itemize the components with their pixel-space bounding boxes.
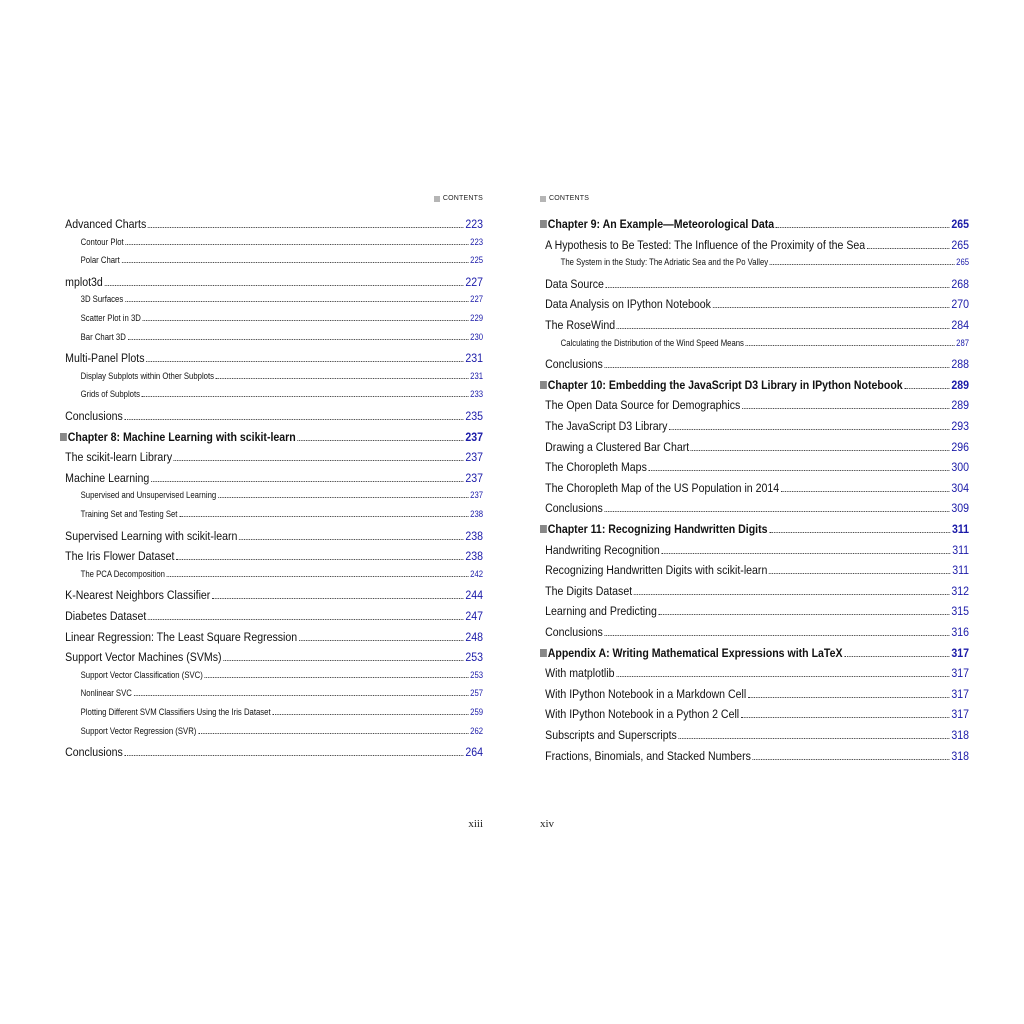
toc-page-number: 311 — [952, 522, 970, 536]
toc-page-number: 312 — [951, 583, 970, 598]
toc-entry-title: Supervised and Unsupervised Learning — [80, 490, 217, 501]
toc-entry-title: The Open Data Source for Demographics — [545, 398, 741, 413]
toc-section-entry[interactable] — [540, 297, 969, 311]
toc-subsection-entry[interactable] — [60, 237, 483, 247]
dot-leader — [741, 709, 950, 719]
toc-page-number: 237 — [465, 429, 484, 444]
toc-page-number: 317 — [951, 666, 970, 681]
toc-section-entry[interactable] — [540, 357, 969, 371]
toc-section-entry[interactable] — [60, 529, 483, 543]
toc-section-entry[interactable] — [540, 440, 969, 454]
toc-entry-title: Supervised Learning with scikit-learn — [65, 528, 238, 543]
toc-subsection-entry[interactable] — [60, 569, 483, 579]
toc-page-number: 262 — [470, 725, 484, 736]
dot-leader — [753, 750, 950, 760]
toc-page-number: 289 — [951, 398, 970, 413]
chapter-square-icon — [60, 433, 67, 441]
toc-entry-title: Advanced Charts — [65, 217, 147, 231]
dot-leader — [904, 379, 949, 389]
toc-page-number: 311 — [952, 563, 970, 578]
toc-entry-title: Multi-Panel Plots — [65, 351, 145, 366]
toc-entry-title: A Hypothesis to Be Tested: The Influence of the Proximity of the Sea — [545, 237, 866, 252]
dot-leader — [605, 503, 950, 513]
toc-subsection-entry[interactable] — [60, 255, 483, 265]
toc-page-number: 317 — [951, 645, 970, 660]
dot-leader — [769, 523, 950, 533]
dot-leader — [299, 631, 464, 641]
dot-leader — [616, 668, 949, 678]
toc-entry-title: Support Vector Machines (SVMs) — [65, 650, 222, 665]
toc-section-entry[interactable] — [540, 687, 969, 701]
dot-leader — [148, 218, 464, 228]
toc-entry-title: The Iris Flower Dataset — [65, 549, 175, 564]
toc-page-number: 289 — [951, 377, 970, 392]
toc-entry-title: Calculating the Distribution of the Wind Speed Means — [560, 337, 744, 348]
toc-section-entry[interactable] — [60, 609, 483, 623]
toc-entry-title: Training Set and Testing Set — [80, 509, 178, 519]
toc-subsection-entry[interactable] — [540, 338, 969, 348]
toc-subsection-entry[interactable] — [60, 707, 483, 717]
toc-chapter-entry[interactable] — [540, 522, 969, 536]
toc-entry-title: Conclusions — [65, 745, 123, 760]
toc-entry-title: Learning and Predicting — [545, 604, 657, 619]
square-bullet-icon — [540, 196, 546, 202]
toc-page-number: 238 — [470, 509, 484, 519]
toc-entry-title: The Digits Dataset — [545, 583, 633, 598]
toc-chapter-entry[interactable] — [540, 646, 969, 660]
toc-section-entry[interactable] — [540, 238, 969, 252]
dot-leader — [105, 276, 464, 286]
toc-page-number: 237 — [465, 450, 484, 465]
chapter-square-icon — [540, 525, 547, 533]
dot-leader — [781, 482, 950, 492]
dot-leader — [125, 747, 464, 757]
toc-page-number: 264 — [465, 745, 484, 760]
toc-entry-title: With IPython Notebook in a Python 2 Cell — [545, 707, 740, 722]
toc-page-number: 225 — [470, 255, 484, 266]
toc-page-number: 237 — [470, 490, 484, 501]
toc-section-entry[interactable] — [540, 563, 969, 577]
toc-entry-title: Linear Regression: The Least Square Regression — [65, 629, 298, 644]
toc-section-entry[interactable] — [60, 409, 483, 423]
toc-entry-title: Nonlinear SVC — [80, 688, 132, 699]
toc-page-number: 284 — [951, 318, 970, 332]
toc-page-number: 315 — [951, 604, 970, 619]
toc-subsection-entry[interactable] — [60, 688, 483, 698]
dot-leader — [205, 671, 469, 678]
toc-entry-title: The Choropleth Maps — [545, 460, 647, 475]
toc-section-entry[interactable] — [540, 481, 969, 495]
toc-subsection-entry[interactable] — [60, 509, 483, 519]
toc-page-number: 316 — [951, 625, 970, 639]
dot-leader — [691, 441, 950, 451]
dot-leader — [146, 353, 463, 363]
toc-page-number: 253 — [465, 650, 484, 665]
dot-leader — [125, 237, 468, 244]
toc-subsection-entry[interactable] — [60, 389, 483, 399]
dot-leader — [679, 729, 950, 739]
toc-entry-title: Support Vector Regression (SVR) — [80, 725, 197, 736]
toc-page-number: 223 — [470, 236, 484, 247]
toc-section-entry[interactable] — [60, 450, 483, 464]
toc-section-entry[interactable] — [540, 460, 969, 474]
toc-entry-title: Scatter Plot in 3D — [80, 313, 141, 323]
toc-page-number: 311 — [952, 542, 970, 557]
dot-leader — [151, 472, 464, 482]
toc-subsection-entry[interactable] — [540, 257, 969, 267]
dot-leader — [746, 338, 955, 345]
toc-entry-title: Polar Chart — [80, 255, 120, 266]
square-bullet-icon — [434, 196, 440, 202]
toc-page-number: 231 — [470, 370, 484, 381]
dot-leader — [148, 610, 464, 620]
toc-entry-title: Subscripts and Superscripts — [545, 728, 677, 742]
toc-section-entry[interactable] — [60, 351, 483, 365]
toc-page-number: 227 — [470, 294, 484, 305]
toc-entry-title: Chapter 8: Machine Learning with scikit-learn — [67, 429, 296, 444]
dot-leader — [634, 585, 950, 595]
toc-page-number: 265 — [951, 237, 970, 252]
toc-section-entry[interactable] — [540, 728, 969, 742]
dot-leader — [742, 400, 950, 410]
chapter-square-icon — [540, 220, 547, 228]
dot-leader — [776, 218, 950, 228]
dot-leader — [174, 452, 464, 462]
toc-page-number: 231 — [465, 351, 484, 366]
dot-leader — [198, 726, 468, 733]
toc-page-number: 242 — [470, 568, 484, 579]
dot-leader — [606, 278, 950, 288]
toc-page-number: 317 — [951, 686, 970, 701]
running-head — [434, 195, 483, 202]
toc-entry-title: With IPython Notebook in a Markdown Cell — [545, 686, 747, 701]
dot-leader — [605, 359, 950, 369]
toc-page-number: 300 — [951, 460, 970, 475]
toc-page-number: 227 — [465, 274, 484, 289]
toc-entry-title: Diabetes Dataset — [65, 609, 147, 623]
toc-page-number: 296 — [951, 439, 970, 454]
dot-leader — [272, 708, 468, 715]
toc-entry-title: Handwriting Recognition — [545, 542, 660, 557]
toc-page-number: 270 — [951, 297, 970, 312]
toc-entry-title: Display Subplots within Other Subplots — [80, 370, 215, 381]
toc-entry-title: Recognizing Handwritten Digits with scikit-learn — [545, 563, 768, 578]
dot-leader — [669, 420, 950, 430]
toc-page-number: 318 — [951, 748, 970, 763]
toc-entry-title: Support Vector Classification (SVC) — [80, 669, 203, 680]
running-head — [540, 195, 589, 202]
toc-section-entry[interactable] — [540, 707, 969, 721]
toc-entry-title: K-Nearest Neighbors Classifier — [65, 588, 211, 603]
toc-subsection-entry[interactable] — [60, 313, 483, 323]
toc-entry-title: The System in the Study: The Adriatic Sea and the Po Valley — [560, 257, 769, 268]
dot-leader — [142, 390, 469, 397]
toc-chapter-entry[interactable] — [60, 430, 483, 444]
dot-leader — [659, 606, 950, 616]
toc-section-entry[interactable] — [540, 666, 969, 680]
toc-entry-title: Plotting Different SVM Classifiers Using the Iris Dataset — [80, 707, 271, 717]
toc-entry-title: Appendix A: Writing Mathematical Expressions with LaTeX — [547, 645, 843, 660]
toc-entry-title: Drawing a Clustered Bar Chart — [545, 439, 690, 454]
chapter-square-icon — [540, 381, 547, 389]
dot-leader — [125, 410, 464, 420]
page-number: xiv — [540, 818, 555, 830]
toc-entry-title: Machine Learning — [65, 470, 150, 485]
toc-subsection-entry[interactable] — [60, 670, 483, 680]
dot-leader — [844, 647, 949, 657]
toc-section-entry[interactable] — [60, 588, 483, 602]
toc-subsection-entry[interactable] — [60, 490, 483, 500]
toc-page-number: 287 — [956, 337, 970, 348]
toc-page-number: 265 — [956, 257, 970, 268]
dot-leader — [713, 299, 950, 309]
toc-section-entry[interactable] — [540, 318, 969, 332]
dot-leader — [167, 570, 469, 577]
toc-section-entry[interactable] — [540, 749, 969, 763]
toc-entry-title: Grids of Subplots — [80, 389, 141, 400]
toc-page-number: 238 — [465, 528, 484, 543]
toc-page-number: 259 — [470, 707, 484, 717]
running-head-label: CONTENTS — [549, 195, 590, 202]
dot-leader — [223, 652, 463, 662]
toc-page-number: 223 — [465, 217, 484, 231]
toc-entry-title: Conclusions — [65, 409, 123, 423]
toc-section-entry[interactable] — [540, 501, 969, 515]
toc-section-entry[interactable] — [540, 584, 969, 598]
toc-page-number: 244 — [465, 588, 484, 603]
right-page — [540, 0, 969, 1024]
toc-entry-title: Conclusions — [545, 501, 603, 516]
toc-page-number: 235 — [465, 409, 484, 423]
toc-entry-title: Data Source — [545, 276, 604, 291]
dot-leader — [128, 332, 469, 339]
toc-section-entry[interactable] — [60, 630, 483, 644]
toc-page-number: 238 — [465, 549, 484, 564]
toc-section-entry[interactable] — [60, 745, 483, 759]
toc-section-entry[interactable] — [540, 543, 969, 557]
dot-leader — [216, 372, 469, 379]
toc-entry-title: With matplotlib — [545, 666, 615, 681]
toc-subsection-entry[interactable] — [60, 726, 483, 736]
dot-leader — [179, 510, 468, 517]
page-number: xiii — [468, 818, 483, 830]
chapter-square-icon — [540, 649, 547, 657]
dot-leader — [867, 239, 950, 249]
toc-entry-title: Chapter 9: An Example—Meteorological Data — [547, 217, 775, 231]
toc-section-entry[interactable] — [60, 275, 483, 289]
dot-leader — [143, 314, 469, 321]
toc-subsection-entry[interactable] — [60, 332, 483, 342]
dot-leader — [125, 295, 468, 302]
toc-page-number: 304 — [951, 480, 970, 495]
dot-leader — [605, 626, 950, 636]
toc-section-entry[interactable] — [60, 549, 483, 563]
toc-entry-title: Data Analysis on IPython Notebook — [545, 297, 711, 312]
toc-section-entry[interactable] — [60, 471, 483, 485]
toc-entry-title: The scikit-learn Library — [65, 450, 173, 465]
toc-chapter-entry[interactable] — [540, 378, 969, 392]
toc-page-number: 309 — [951, 501, 970, 516]
toc-entry-title: Chapter 10: Embedding the JavaScript D3 Library in IPython Notebook — [547, 377, 903, 392]
dot-leader — [770, 258, 955, 265]
toc-subsection-entry[interactable] — [60, 294, 483, 304]
dot-leader — [218, 491, 469, 498]
dot-leader — [297, 431, 463, 441]
toc-page-number: 257 — [470, 688, 484, 699]
dot-leader — [239, 530, 464, 540]
toc-page-number: 265 — [951, 217, 970, 231]
toc-page-number: 248 — [465, 629, 484, 644]
dot-leader — [122, 256, 469, 263]
toc-page-number: 317 — [951, 707, 970, 722]
toc-entry-title: Contour Plot — [80, 236, 124, 247]
toc-page-number: 233 — [470, 389, 484, 400]
dot-leader — [649, 462, 950, 472]
toc-section-entry[interactable] — [540, 625, 969, 639]
toc-entry-title: 3D Surfaces — [80, 294, 124, 305]
toc-section-entry[interactable] — [60, 217, 483, 231]
toc-section-entry[interactable] — [540, 277, 969, 291]
toc-entry-title: mplot3d — [65, 274, 103, 289]
toc-subsection-entry[interactable] — [60, 371, 483, 381]
toc-page-number: 229 — [470, 313, 484, 323]
toc-page-number: 268 — [951, 276, 970, 291]
toc-section-entry[interactable] — [540, 398, 969, 412]
toc-section-entry[interactable] — [60, 650, 483, 664]
dot-leader — [662, 544, 951, 554]
toc-entry-title: The JavaScript D3 Library — [545, 419, 668, 433]
dot-leader — [134, 689, 469, 696]
toc-entry-title: Bar Chart 3D — [80, 331, 126, 342]
dot-leader — [212, 590, 464, 600]
toc-section-entry[interactable] — [540, 604, 969, 618]
dot-leader — [748, 688, 950, 698]
toc-chapter-entry[interactable] — [540, 217, 969, 231]
toc-page-number: 293 — [951, 419, 970, 433]
toc-page-number: 237 — [465, 470, 484, 485]
left-page — [60, 0, 483, 1024]
toc-entry-title: The Choropleth Map of the US Population in 2014 — [545, 480, 780, 495]
toc-page-number: 253 — [470, 669, 484, 680]
toc-page-number: 288 — [951, 357, 970, 372]
running-head-label: CONTENTS — [442, 195, 483, 202]
toc-page-number: 318 — [951, 728, 970, 742]
dot-leader — [617, 319, 950, 329]
toc-entry-title: Conclusions — [545, 357, 603, 372]
toc-entry-title: The RoseWind — [545, 318, 616, 332]
toc-page-number: 247 — [465, 609, 484, 623]
toc-entry-title: The PCA Decomposition — [80, 568, 165, 579]
toc-section-entry[interactable] — [540, 419, 969, 433]
toc-entry-title: Fractions, Binomials, and Stacked Numbers — [545, 748, 751, 763]
toc-entry-title: Chapter 11: Recognizing Handwritten Digits — [547, 522, 768, 536]
dot-leader — [769, 565, 950, 575]
toc-page-number: 230 — [470, 331, 484, 342]
dot-leader — [176, 551, 463, 561]
toc-entry-title: Conclusions — [545, 625, 603, 639]
